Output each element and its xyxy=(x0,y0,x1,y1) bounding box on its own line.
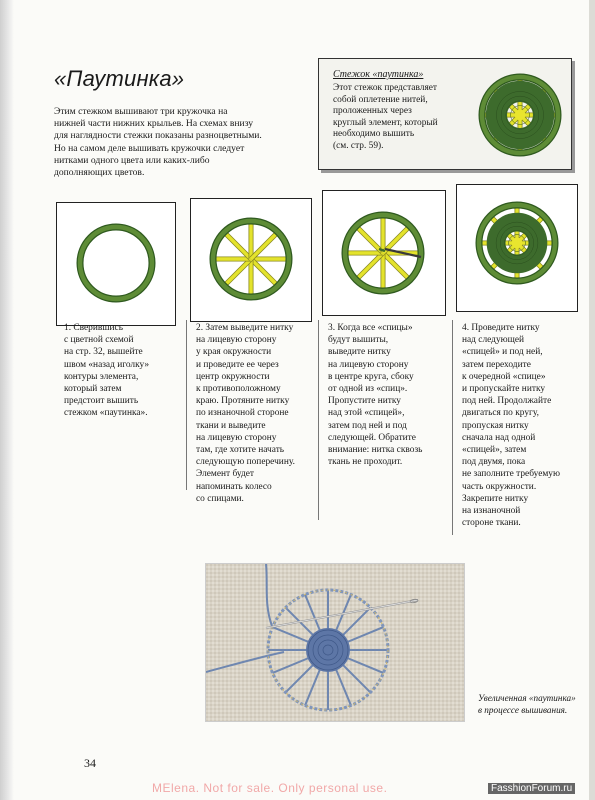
page-number: 34 xyxy=(84,756,96,770)
info-line: Этот стежок представляет xyxy=(333,83,438,93)
step3-needle-illustration xyxy=(323,191,445,315)
info-line: круглый элемент, который xyxy=(333,117,438,128)
step-line: не заполните требуемую xyxy=(462,469,560,480)
step-line: внимание: нитка сквозь xyxy=(328,445,423,456)
step-line: Элемент будет xyxy=(196,469,254,480)
page-binding-shadow xyxy=(0,0,14,800)
center-knot xyxy=(515,110,526,121)
step-line: над этой «спицей», xyxy=(328,408,405,419)
step-line: ткань не проходит. xyxy=(328,457,403,468)
step1-text xyxy=(64,322,149,420)
info-box-heading: Стежок «паутинка» xyxy=(333,69,424,80)
step-line: центр окружности xyxy=(196,371,270,382)
info-box-text xyxy=(333,83,461,153)
step-line: у края окружности xyxy=(196,347,272,358)
step2-spokes-illustration xyxy=(191,199,311,321)
intro-line: Но на самом деле вышивать кружочки следует xyxy=(54,142,245,154)
step-line: напоминать колесо xyxy=(196,481,272,492)
intro-line: Этим стежком вышивают три кружочка на xyxy=(54,106,228,117)
step3-text xyxy=(328,322,422,468)
step-line: на изнаночной xyxy=(462,506,521,517)
step-line: выведите нитку xyxy=(328,347,391,358)
photo-woven-center xyxy=(306,628,350,672)
watermark-text: MElena. Not for sale. Only personal use. xyxy=(152,781,388,795)
step-line: следующую поперечину. xyxy=(196,457,295,468)
step-line: Пропустите нитку xyxy=(328,396,401,407)
step-line: под двумя, пока xyxy=(462,457,526,468)
step-line: стежком «паутинка». xyxy=(64,408,148,419)
step-line: в центре круга, сбоку xyxy=(328,371,414,382)
step-line: на стр. 32, вышейте xyxy=(64,347,143,358)
photo-caption xyxy=(478,692,588,716)
step-line: 4. Проведите нитку xyxy=(462,323,540,333)
step-line: следующей. Обратите xyxy=(328,432,416,443)
step-line: «спицей» и под ней, xyxy=(462,347,543,358)
step-line: и пропускайте нитку xyxy=(462,384,546,395)
step-line: по изнаночной стороне xyxy=(196,408,289,419)
step3-diagram-frame xyxy=(322,190,446,316)
column-divider xyxy=(452,320,453,535)
spoke xyxy=(251,259,278,286)
step-line: сначала над одной xyxy=(462,432,536,443)
step-line: будут вышиты, xyxy=(328,335,389,346)
intro-line: нижней части нижних крыльев. На схемах внизу xyxy=(54,118,254,130)
step-line: стороне ткани. xyxy=(462,518,521,529)
step-line: 1. Сверившись xyxy=(64,323,123,333)
info-line: (см. стр. 59). xyxy=(333,140,384,151)
spoke xyxy=(356,226,383,253)
step-line: 2. Затем выведите нитку xyxy=(196,323,294,333)
spoke xyxy=(251,232,278,259)
step-line: там, где хотите начать xyxy=(196,445,285,456)
spoke xyxy=(383,253,410,280)
embroidery-photo-drawing xyxy=(206,564,464,721)
caption-line: в процессе вышивания. xyxy=(478,705,568,715)
step-line: под ней. Продолжайте xyxy=(462,396,552,407)
step-line: швом «назад иголку» xyxy=(64,359,150,370)
info-line: собой оплетение нитей, xyxy=(333,94,428,105)
step-line: краю. Протяните нитку xyxy=(196,396,290,407)
step-line: который затем xyxy=(64,384,122,395)
stitch-info-box xyxy=(318,58,572,170)
step-line: пропуская нитку xyxy=(462,420,529,431)
step-line: двигаться по кругу, xyxy=(462,408,539,419)
step1-ring-illustration xyxy=(57,203,175,325)
spoke xyxy=(356,253,383,280)
column-divider xyxy=(318,320,319,520)
step-line: со спицами. xyxy=(196,493,244,504)
finished-spiderweb-illustration xyxy=(472,67,568,163)
step2-diagram-frame xyxy=(190,198,312,322)
step-line: на лицевую сторону xyxy=(196,335,277,346)
spoke xyxy=(224,232,251,259)
step2-text xyxy=(196,322,295,505)
column-divider xyxy=(186,320,187,490)
embroidery-photo xyxy=(205,563,465,722)
step-line: 3. Когда все «спицы» xyxy=(328,323,413,333)
page-title: «Паутинка» xyxy=(54,66,185,91)
step-line: Закрепите нитку xyxy=(462,493,529,504)
step1-diagram-frame xyxy=(56,202,176,326)
step-line: затем под ней и под xyxy=(328,420,407,431)
step-line: контуры элемента, xyxy=(64,371,139,382)
site-name: FasshionForum.ru xyxy=(488,783,575,794)
step-line: предстоит вышить xyxy=(64,396,139,407)
step-line: часть окружности. xyxy=(462,481,537,492)
center-knot xyxy=(512,238,523,249)
caption-line: Увеличенная «паутинка» xyxy=(478,693,576,703)
intro-paragraph xyxy=(54,106,312,179)
intro-line: дополняющих цветов. xyxy=(54,167,145,179)
step4-text xyxy=(462,322,560,529)
info-line: необходимо вышить xyxy=(333,129,415,140)
info-line: проложенных через xyxy=(333,106,412,117)
step-line: ткани и выведите xyxy=(196,420,266,431)
step4-diagram-frame xyxy=(456,184,578,312)
step-line: к противоположному xyxy=(196,384,281,395)
step-line: «спицей», затем xyxy=(462,445,527,456)
step-line: и проведите ее через xyxy=(196,359,279,370)
intro-line: нитками одного цвета или каких-либо xyxy=(54,154,210,166)
spoke xyxy=(224,259,251,286)
page-edge xyxy=(589,0,595,800)
step-line: от одной из «спиц». xyxy=(328,384,408,395)
step-line: на лицевую сторону xyxy=(328,359,409,370)
step-line: к очередной «спице» xyxy=(462,371,546,382)
step-line: над следующей xyxy=(462,335,525,346)
step-line: затем переходите xyxy=(462,359,531,370)
step4-weave-illustration xyxy=(457,185,577,311)
step-line: с цветной схемой xyxy=(64,335,134,346)
step-line: на лицевую сторону xyxy=(196,432,277,443)
intro-line: для наглядности стежки показаны разноцветными. xyxy=(54,130,262,142)
